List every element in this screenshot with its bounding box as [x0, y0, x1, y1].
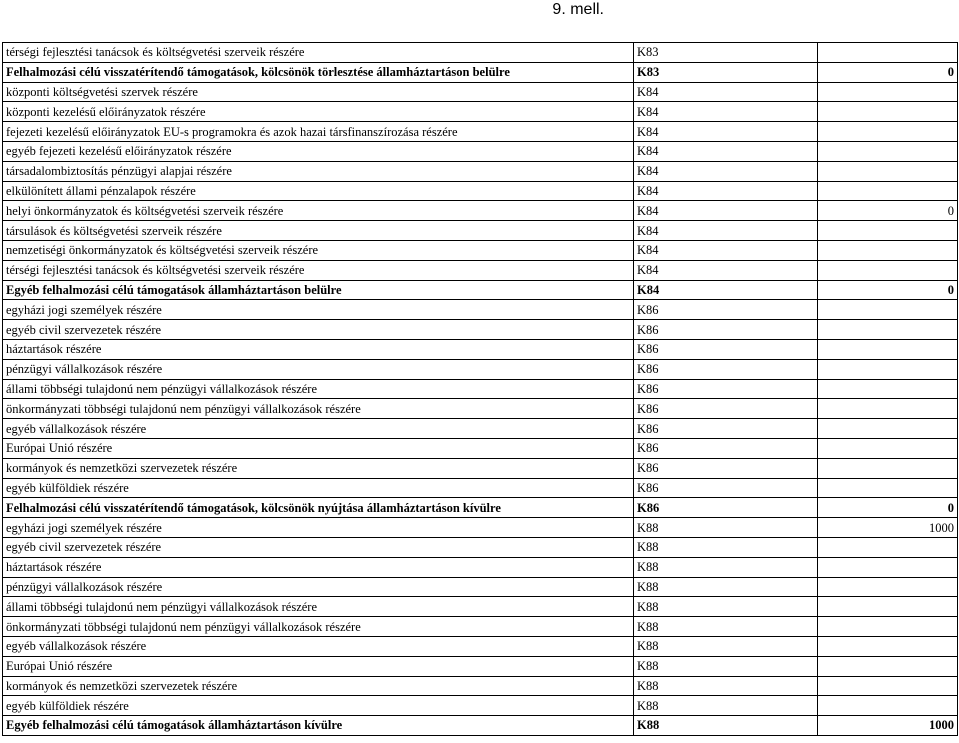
- row-name-cell: központi költségvetési szervek részére: [3, 82, 634, 102]
- row-name-cell: egyéb külföldiek részére: [3, 478, 634, 498]
- budget-table: [2, 42, 958, 736]
- row-value-cell: [818, 399, 958, 419]
- row-value-cell: [818, 161, 958, 181]
- row-code-cell: K88: [634, 696, 818, 716]
- row-code-cell: K84: [634, 82, 818, 102]
- table-row: [3, 359, 958, 379]
- row-name-cell: társadalombiztosítás pénzügyi alapjai részére: [3, 161, 634, 181]
- row-name-cell: nemzetiségi önkormányzatok és költségvetési szerveik részére: [3, 240, 634, 260]
- row-code-cell: K84: [634, 221, 818, 241]
- table-row-total: [3, 498, 958, 518]
- row-value-cell: [818, 300, 958, 320]
- row-name-cell: egyéb vállalkozások részére: [3, 419, 634, 439]
- row-name-cell: Európai Unió részére: [3, 438, 634, 458]
- row-code-cell: K84: [634, 161, 818, 181]
- row-code-cell: K88: [634, 656, 818, 676]
- table-row: [3, 537, 958, 557]
- table-row: [3, 221, 958, 241]
- row-name-cell: egyéb fejezeti kezelésű előirányzatok részére: [3, 141, 634, 161]
- table-row: [3, 181, 958, 201]
- row-name-cell: központi kezelésű előirányzatok részére: [3, 102, 634, 122]
- row-name-cell: egyéb civil szervezetek részére: [3, 320, 634, 340]
- row-value-cell: [818, 656, 958, 676]
- table-row: [3, 82, 958, 102]
- table-row: [3, 597, 958, 617]
- row-value-cell: [818, 557, 958, 577]
- table-row: [3, 379, 958, 399]
- row-name-cell: háztartások részére: [3, 339, 634, 359]
- row-code-cell: K88: [634, 617, 818, 637]
- row-value-cell: [818, 676, 958, 696]
- row-name-cell: háztartások részére: [3, 557, 634, 577]
- row-value-cell: [818, 438, 958, 458]
- row-value-cell: [818, 260, 958, 280]
- row-value-cell: [818, 141, 958, 161]
- table-row: [3, 438, 958, 458]
- table-row: [3, 122, 958, 142]
- row-value-cell: 0: [818, 498, 958, 518]
- row-name-cell: egyházi jogi személyek részére: [3, 300, 634, 320]
- table-row-total: [3, 280, 958, 300]
- table-row: [3, 518, 958, 538]
- row-code-cell: K88: [634, 577, 818, 597]
- row-name-cell: elkülönített állami pénzalapok részére: [3, 181, 634, 201]
- row-name-cell: Egyéb felhalmozási célú támogatások államháztartáson belülre: [3, 280, 634, 300]
- table-row: [3, 339, 958, 359]
- row-code-cell: K84: [634, 260, 818, 280]
- row-value-cell: 1000: [818, 716, 958, 736]
- row-name-cell: egyéb külföldiek részére: [3, 696, 634, 716]
- row-value-cell: [818, 122, 958, 142]
- row-value-cell: [818, 221, 958, 241]
- row-code-cell: K84: [634, 280, 818, 300]
- table-row: [3, 102, 958, 122]
- row-value-cell: [818, 379, 958, 399]
- row-name-cell: Felhalmozási célú visszatérítendő támogatások, kölcsönök törlesztése államháztartáson belülre: [3, 62, 634, 82]
- row-code-cell: K86: [634, 458, 818, 478]
- row-code-cell: K86: [634, 478, 818, 498]
- row-code-cell: K86: [634, 339, 818, 359]
- row-value-cell: [818, 617, 958, 637]
- table-row: [3, 161, 958, 181]
- row-value-cell: [818, 339, 958, 359]
- row-name-cell: pénzügyi vállalkozások részére: [3, 577, 634, 597]
- row-code-cell: K86: [634, 419, 818, 439]
- row-code-cell: K88: [634, 537, 818, 557]
- row-value-cell: [818, 478, 958, 498]
- row-code-cell: K88: [634, 676, 818, 696]
- row-value-cell: [818, 359, 958, 379]
- row-code-cell: K88: [634, 636, 818, 656]
- row-value-cell: [818, 577, 958, 597]
- table-row: [3, 696, 958, 716]
- row-value-cell: [818, 597, 958, 617]
- row-value-cell: 0: [818, 62, 958, 82]
- row-code-cell: K83: [634, 43, 818, 63]
- row-code-cell: K86: [634, 399, 818, 419]
- row-code-cell: K86: [634, 320, 818, 340]
- row-code-cell: K84: [634, 181, 818, 201]
- table-row: [3, 43, 958, 63]
- row-name-cell: társulások és költségvetési szerveik részére: [3, 221, 634, 241]
- table-row: [3, 557, 958, 577]
- row-value-cell: [818, 419, 958, 439]
- row-code-cell: K84: [634, 240, 818, 260]
- page-label: 9. mell.: [552, 1, 604, 18]
- row-code-cell: K84: [634, 102, 818, 122]
- row-name-cell: egyházi jogi személyek részére: [3, 518, 634, 538]
- row-name-cell: fejezeti kezelésű előirányzatok EU-s programokra és azok hazai társfinanszírozása részére: [3, 122, 634, 142]
- row-code-cell: K88: [634, 716, 818, 736]
- row-code-cell: K83: [634, 62, 818, 82]
- row-code-cell: K88: [634, 557, 818, 577]
- row-code-cell: K88: [634, 597, 818, 617]
- row-name-cell: Egyéb felhalmozási célú támogatások államháztartáson kívülre: [3, 716, 634, 736]
- row-value-cell: [818, 181, 958, 201]
- table-row: [3, 478, 958, 498]
- row-value-cell: [818, 320, 958, 340]
- row-name-cell: egyéb civil szervezetek részére: [3, 537, 634, 557]
- row-name-cell: térségi fejlesztési tanácsok és költségvetési szerveik részére: [3, 43, 634, 63]
- row-name-cell: önkormányzati többségi tulajdonú nem pénzügyi vállalkozások részére: [3, 617, 634, 637]
- row-name-cell: állami többségi tulajdonú nem pénzügyi vállalkozások részére: [3, 597, 634, 617]
- row-name-cell: kormányok és nemzetközi szervezetek részére: [3, 458, 634, 478]
- table-row: [3, 676, 958, 696]
- row-code-cell: K88: [634, 518, 818, 538]
- table-row: [3, 141, 958, 161]
- table-row: [3, 260, 958, 280]
- row-value-cell: [818, 102, 958, 122]
- table-row: [3, 320, 958, 340]
- row-code-cell: K84: [634, 201, 818, 221]
- row-name-cell: helyi önkormányzatok és költségvetési szerveik részére: [3, 201, 634, 221]
- table-row-total: [3, 716, 958, 736]
- table-row: [3, 617, 958, 637]
- row-value-cell: [818, 43, 958, 63]
- row-value-cell: [818, 240, 958, 260]
- table-row: [3, 300, 958, 320]
- table-row: [3, 419, 958, 439]
- budget-table-body: [3, 43, 958, 736]
- row-name-cell: önkormányzati többségi tulajdonú nem pénzügyi vállalkozások részére: [3, 399, 634, 419]
- row-value-cell: [818, 537, 958, 557]
- row-value-cell: [818, 82, 958, 102]
- row-value-cell: 0: [818, 201, 958, 221]
- table-row: [3, 636, 958, 656]
- row-name-cell: térségi fejlesztési tanácsok és költségvetési szerveik részére: [3, 260, 634, 280]
- row-code-cell: K86: [634, 379, 818, 399]
- table-row: [3, 577, 958, 597]
- table-row: [3, 458, 958, 478]
- row-value-cell: [818, 636, 958, 656]
- row-value-cell: 1000: [818, 518, 958, 538]
- row-code-cell: K84: [634, 141, 818, 161]
- row-code-cell: K86: [634, 498, 818, 518]
- row-code-cell: K86: [634, 359, 818, 379]
- row-name-cell: Európai Unió részére: [3, 656, 634, 676]
- table-row: [3, 656, 958, 676]
- row-code-cell: K86: [634, 300, 818, 320]
- table-row: [3, 201, 958, 221]
- row-value-cell: [818, 458, 958, 478]
- row-value-cell: 0: [818, 280, 958, 300]
- row-name-cell: egyéb vállalkozások részére: [3, 636, 634, 656]
- row-code-cell: K86: [634, 438, 818, 458]
- row-value-cell: [818, 696, 958, 716]
- table-row-total: [3, 62, 958, 82]
- row-name-cell: pénzügyi vállalkozások részére: [3, 359, 634, 379]
- row-name-cell: Felhalmozási célú visszatérítendő támogatások, kölcsönök nyújtása államháztartáson kívülre: [3, 498, 634, 518]
- row-name-cell: kormányok és nemzetközi szervezetek részére: [3, 676, 634, 696]
- table-row: [3, 399, 958, 419]
- table-row: [3, 240, 958, 260]
- row-name-cell: állami többségi tulajdonú nem pénzügyi vállalkozások részére: [3, 379, 634, 399]
- row-code-cell: K84: [634, 122, 818, 142]
